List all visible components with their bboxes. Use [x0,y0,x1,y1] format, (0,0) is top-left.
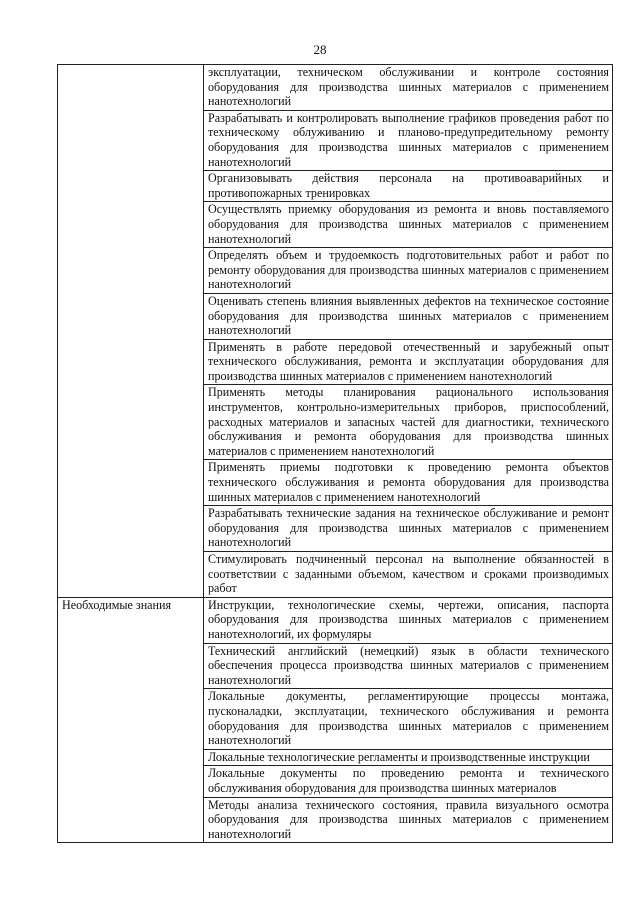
abilities-label-cell [58,65,204,598]
table-row [58,65,613,111]
knowledge-item: Локальные документы, регламентирующие процессы монтажа, пусконаладки, эксплуатации, технического обслуживания и ремонта оборудования для производства шинных материалов с применением нанотехнологий [204,689,613,749]
ability-item: Применять методы планирования рационального использования инструментов, контрольно-измерительных приборов, приспособлений, расходных материалов и запасных частей для диагностики, технического обслуживания и ремонта оборудования для производства шинных материалов с применением нанотехнологий [204,385,613,460]
ability-item: Организовывать действия персонала на противоаварийных и противопожарных тренировках [204,171,613,202]
competency-table [57,64,613,843]
ability-item: Определять объем и трудоемкость подготовительных работ и работ по ремонту оборудования для производства шинных материалов с применением нанотехнологий [204,248,613,294]
ability-item: Осуществлять приемку оборудования из ремонта и вновь поставляемого оборудования для производства шинных материалов с применением нанотехнологий [204,202,613,248]
table-row [58,597,613,643]
page-number: 28 [313,42,327,57]
knowledge-item: Методы анализа технического состояния, правила визуального осмотра оборудования для производства шинных материалов с применением нанотехнологий [204,797,613,843]
ability-item: Оценивать степень влияния выявленных дефектов на техническое состояние оборудования для производства шинных материалов с применением нанотехнологий [204,293,613,339]
knowledge-item: Инструкции, технологические схемы, чертежи, описания, паспорта оборудования для производства шинных материалов с применением нанотехнологий, их формуляры [204,597,613,643]
knowledge-item: Локальные технологические регламенты и производственные инструкции [204,749,613,766]
knowledge-label: Необходимые знания [58,597,204,843]
knowledge-item: Технический английский (немецкий) язык в области технического обеспечения процесса производства шинных материалов с применением нанотехнологий [204,643,613,689]
ability-item: Стимулировать подчиненный персонал на выполнение обязанностей в соответствии с заданными объемом, качеством и сроками производимых работ [204,552,613,598]
ability-item: Применять приемы подготовки к проведению ремонта объектов технического обслуживания и ремонта оборудования для производства шинных материалов с применением нанотехнологий [204,460,613,506]
ability-item: Применять в работе передовой отечественный и зарубежный опыт технического обслуживания, ремонта и эксплуатации оборудования для производства шинных материалов с применением нанотехнологий [204,339,613,385]
ability-item: эксплуатации, техническом обслуживании и контроле состояния оборудования для производства шинных материалов с применением нанотехнологий [204,65,613,111]
ability-item: Разрабатывать технические задания на техническое обслуживание и ремонт оборудования для производства шинных материалов с применением нанотехнологий [204,506,613,552]
knowledge-item: Локальные документы по проведению ремонта и технического обслуживания оборудования для производства шинных материалов [204,766,613,797]
ability-item: Разрабатывать и контролировать выполнение графиков проведения работ по техническому облуживанию и планово-предупредительному ремонту оборудования для производства шинных материалов с применением нанотехнологий [204,110,613,170]
